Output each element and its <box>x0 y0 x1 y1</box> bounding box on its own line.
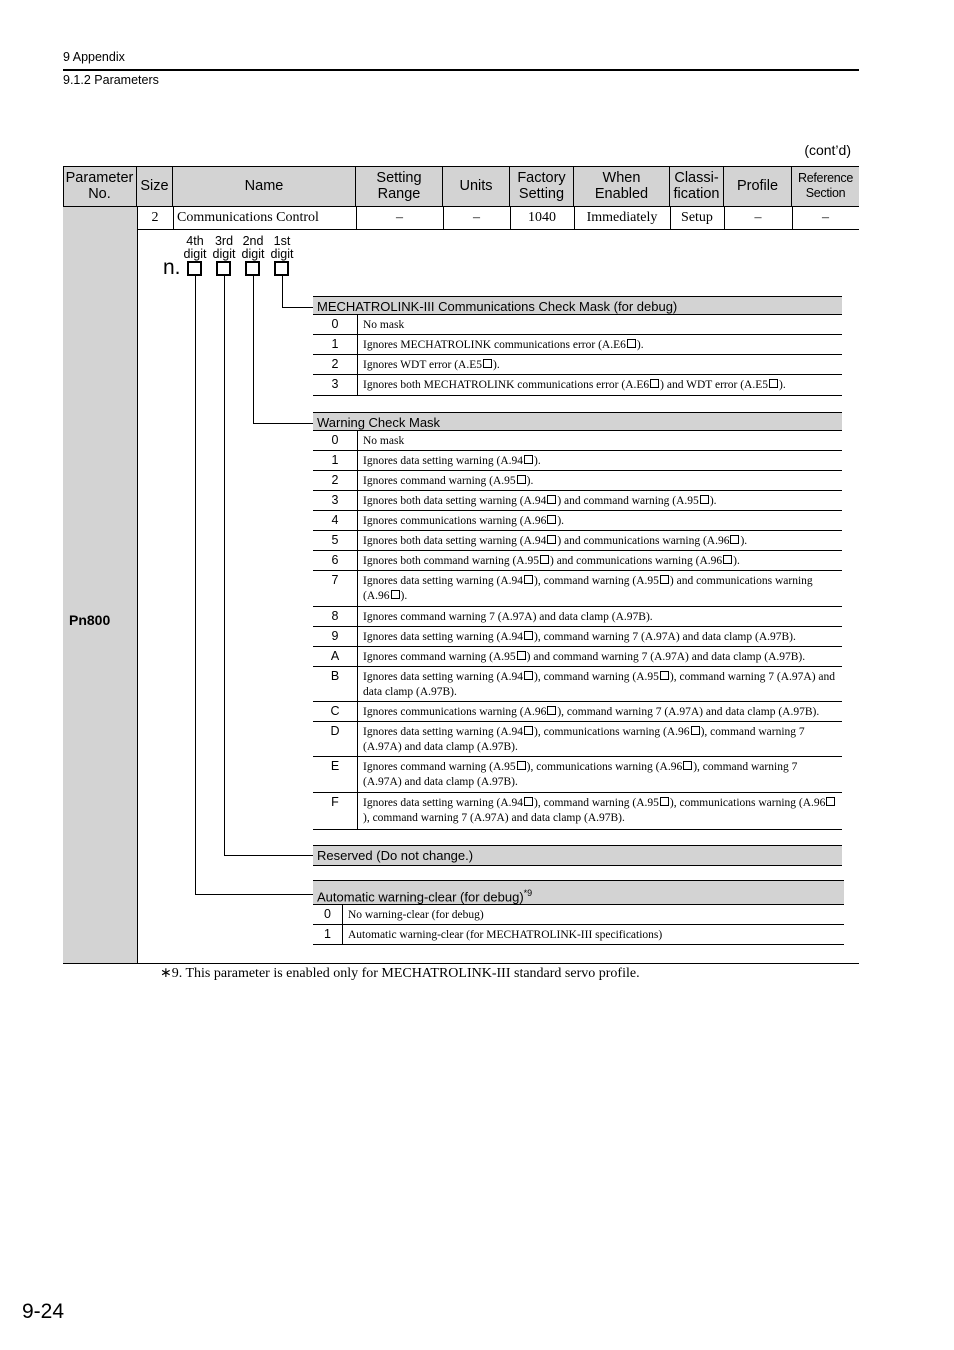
option-code: 1 <box>313 451 358 470</box>
list-item <box>313 647 842 667</box>
option-desc: Ignores data setting warning (A.94 ). <box>363 455 541 467</box>
placeholder-digit-box <box>769 379 778 388</box>
placeholder-digit-box <box>524 797 533 806</box>
list-item <box>313 607 842 627</box>
col-header-classification: Classi- fication <box>670 166 724 206</box>
table-top-rule <box>63 166 859 167</box>
option-code: 1 <box>313 925 343 944</box>
option-desc: Ignores command warning (A.95 ). <box>363 475 534 487</box>
option-code: 3 <box>313 491 358 510</box>
placeholder-digit-box <box>683 761 692 770</box>
option-desc: Ignores command warning (A.95 ), communications warning (A.96 ), command warning 7 (A.97A) and data clamp (A.97B). <box>363 761 798 788</box>
col-divider <box>670 206 671 230</box>
col-divider <box>792 206 793 230</box>
list-item <box>313 451 842 471</box>
option-code: 0 <box>313 905 343 924</box>
section-header: 9.1.2 Parameters <box>63 73 159 87</box>
option-code: 6 <box>313 551 358 570</box>
cell-when-enabled: Immediately <box>586 210 658 225</box>
option-desc: Ignores both data setting warning (A.94 ) and command warning (A.95 ). <box>363 495 717 507</box>
placeholder-digit-box <box>517 651 526 660</box>
list-item <box>313 431 842 451</box>
list-item <box>313 335 842 355</box>
option-desc: Ignores data setting warning (A.94 ), communications warning (A.96 ), command warning 7 (A.97A) and data clamp (A.97B). <box>363 726 805 753</box>
list-item <box>313 375 842 396</box>
col-header-size: Size <box>137 166 173 206</box>
option-desc: Automatic warning-clear (for MECHATROLINK-III specifications) <box>348 929 663 941</box>
digit-box-1st <box>274 261 289 276</box>
list-item <box>313 627 842 647</box>
cell-size: 2 <box>151 210 159 225</box>
list-item <box>313 793 842 830</box>
option-code: 7 <box>313 571 358 606</box>
col-header-name: Name <box>173 166 356 206</box>
digit-label-3rd: 3rd digit <box>212 234 236 261</box>
option-desc: Ignores both MECHATROLINK communications error (A.E6 ) and WDT error (A.E5 ). <box>363 379 786 391</box>
list-item <box>313 702 842 722</box>
option-code: C <box>313 702 358 721</box>
cell-profile: – <box>754 210 762 225</box>
col-header-param-no: Parameter No. <box>63 166 137 206</box>
digit-prefix: n. <box>163 256 181 279</box>
col-header-units: Units <box>443 166 510 206</box>
option-desc: Ignores command warning (A.95 ) and command warning 7 (A.97A) and data clamp (A.97B). <box>363 651 806 663</box>
cell-classification: Setup <box>681 210 713 225</box>
col-divider <box>137 206 138 963</box>
digit-box-3rd <box>216 261 231 276</box>
header-rule <box>63 69 859 71</box>
section-warning-clear-label: Automatic warning-clear (for debug) <box>317 889 524 905</box>
cell-units: – <box>473 210 480 225</box>
list-item <box>313 757 842 793</box>
placeholder-digit-box <box>547 515 556 524</box>
placeholder-digit-box <box>547 495 556 504</box>
option-code: A <box>313 647 358 666</box>
col-header-profile: Profile <box>724 166 792 206</box>
list-item <box>313 905 844 925</box>
placeholder-digit-box <box>524 575 533 584</box>
list-item <box>313 355 842 375</box>
digit-label-2nd: 2nd digit <box>241 234 265 261</box>
option-desc: Ignores both command warning (A.95 ) and communications warning (A.96 ). <box>363 555 740 567</box>
placeholder-digit-box <box>547 535 556 544</box>
option-desc: Ignores WDT error (A.E5 ). <box>363 359 500 371</box>
digit-label-4th: 4th digit <box>183 234 207 261</box>
section-warning-check-mask-title: Warning Check Mask <box>313 412 842 431</box>
cell-name: Communications Control <box>177 210 319 225</box>
col-header-factory-setting: Factory Setting <box>510 166 574 206</box>
param-no: Pn800 <box>69 612 111 628</box>
placeholder-digit-box <box>524 726 533 735</box>
col-divider <box>443 206 444 230</box>
list-item <box>313 315 842 335</box>
page-number: 9-24 <box>22 1300 65 1323</box>
digit-label-1st: 1st digit <box>270 234 294 261</box>
placeholder-digit-box <box>650 379 659 388</box>
option-desc: No mask <box>363 319 405 331</box>
option-desc: Ignores data setting warning (A.94 ), command warning (A.95 ), command warning 7 (A.97A) and data clamp (A.97B). <box>363 671 836 698</box>
option-desc: Ignores MECHATROLINK communications error (A.E6 ). <box>363 339 644 351</box>
option-desc: Ignores communications warning (A.96 ), command warning 7 (A.97A) and data clamp (A.97B). <box>363 706 820 718</box>
list-item <box>313 531 842 551</box>
option-code: 0 <box>313 431 358 450</box>
option-code: F <box>313 793 358 829</box>
list-item <box>313 571 842 607</box>
placeholder-digit-box <box>730 535 739 544</box>
digit-box-2nd <box>245 261 260 276</box>
section-warning-clear-title <box>313 880 844 905</box>
connector-line-4th <box>195 276 314 895</box>
placeholder-digit-box <box>524 631 533 640</box>
cell-reference: – <box>822 210 829 225</box>
option-desc: Ignores both data setting warning (A.94 ) and communications warning (A.96 ). <box>363 535 748 547</box>
placeholder-digit-box <box>524 671 533 680</box>
option-code: 4 <box>313 511 358 530</box>
list-item <box>313 667 842 702</box>
cell-setting-range: – <box>396 210 403 225</box>
option-code: B <box>313 667 358 701</box>
option-desc: Ignores command warning 7 (A.97A) and data clamp (A.97B). <box>363 611 653 623</box>
placeholder-digit-box <box>660 575 669 584</box>
col-divider <box>173 206 174 230</box>
placeholder-digit-box <box>517 761 526 770</box>
option-desc: Ignores communications warning (A.96 ). <box>363 515 565 527</box>
digit-box-4th <box>187 261 202 276</box>
option-code: E <box>313 757 358 792</box>
footnote: ∗9. This parameter is enabled only for MECHATROLINK-III standard servo profile. <box>160 966 640 981</box>
placeholder-digit-box <box>391 590 400 599</box>
placeholder-digit-box <box>524 455 533 464</box>
option-code: 3 <box>313 375 358 395</box>
footnote-ref: *9 <box>523 888 533 898</box>
placeholder-digit-box <box>547 706 556 715</box>
option-desc: No warning-clear (for debug) <box>348 909 484 921</box>
cell-factory-setting: 1040 <box>528 210 556 225</box>
option-desc: Ignores data setting warning (A.94 ), command warning (A.95 ) and communications warning (A.96 ). <box>363 575 813 602</box>
col-divider <box>574 206 575 230</box>
placeholder-digit-box <box>627 339 636 348</box>
col-header-reference: Reference Section <box>792 166 859 206</box>
option-desc: No mask <box>363 435 405 447</box>
placeholder-digit-box <box>517 475 526 484</box>
list-item <box>313 491 842 511</box>
list-item <box>313 551 842 571</box>
table-bottom-rule <box>63 963 859 964</box>
list-item <box>313 471 842 491</box>
placeholder-digit-box <box>660 671 669 680</box>
col-header-when-enabled: When Enabled <box>574 166 670 206</box>
col-divider <box>724 206 725 230</box>
col-header-setting-range: Setting Range <box>356 166 443 206</box>
placeholder-digit-box <box>700 495 709 504</box>
option-code: 2 <box>313 471 358 490</box>
section-reserved-title: Reserved (Do not change.) <box>313 845 842 866</box>
placeholder-digit-box <box>691 726 700 735</box>
placeholder-digit-box <box>540 555 549 564</box>
section-comm-check-mask-title: MECHATROLINK-III Communications Check Mask (for debug) <box>313 296 842 315</box>
table-left-rule <box>63 166 64 206</box>
placeholder-digit-box <box>660 797 669 806</box>
option-code: D <box>313 722 358 756</box>
option-code: 5 <box>313 531 358 550</box>
list-item <box>313 511 842 531</box>
table-header-rule <box>63 206 859 207</box>
placeholder-digit-box <box>826 797 835 806</box>
option-code: 8 <box>313 607 358 626</box>
list-item <box>313 925 844 945</box>
list-item <box>313 722 842 757</box>
option-code: 9 <box>313 627 358 646</box>
option-code: 2 <box>313 355 358 374</box>
continued-label: (cont’d) <box>804 142 851 158</box>
option-code: 1 <box>313 335 358 354</box>
option-desc: Ignores data setting warning (A.94 ), command warning (A.95 ), communications warning (A.96), command warning 7 (A.97A) and data clamp (A.97B). <box>358 793 842 829</box>
placeholder-digit-box <box>723 555 732 564</box>
placeholder-digit-box <box>483 359 492 368</box>
table-row-rule <box>137 229 859 230</box>
col-divider <box>510 206 511 230</box>
option-desc: Ignores data setting warning (A.94 ), command warning 7 (A.97A) and data clamp (A.97B). <box>363 631 796 643</box>
param-no-column <box>63 206 137 963</box>
col-divider <box>356 206 357 230</box>
chapter-header: 9 Appendix <box>63 50 125 64</box>
option-code: 0 <box>313 315 358 334</box>
